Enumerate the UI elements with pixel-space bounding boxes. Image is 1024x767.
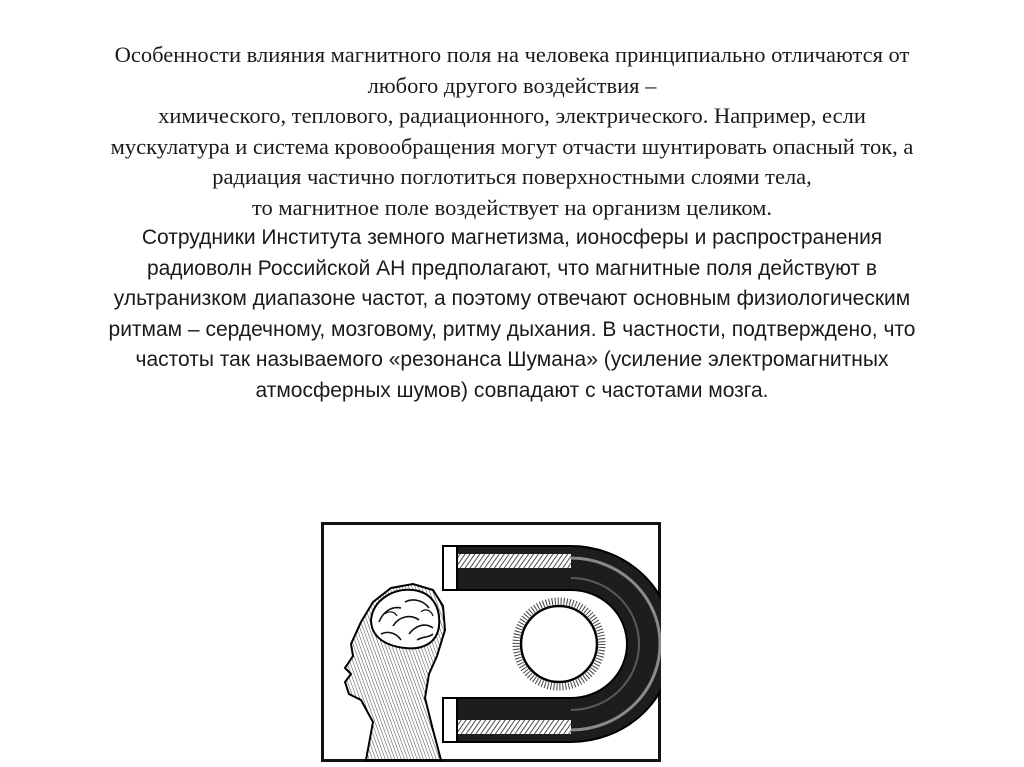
text-line: мускулатура и система кровообращения могут отчасти шунтировать опасный ток, а bbox=[110, 133, 914, 159]
text-line: химического, теплового, радиационного, электрического. Например, если bbox=[158, 103, 866, 128]
paragraph-magnetic-field-effects bbox=[20, 40, 1004, 223]
text-line: Сотрудники Института земного магнетизма, ионосферы и распространения bbox=[141, 226, 883, 249]
text-line: частоты так называемого «резонанса Шумана» (усиление электромагнитных bbox=[135, 348, 889, 372]
plus-sign: + bbox=[443, 546, 457, 565]
text-line: радиоволн Российской АН предполагают, что магнитные поля действуют в bbox=[146, 256, 878, 280]
text-line: радиация частично поглотиться поверхностными слоями тела, bbox=[212, 164, 812, 189]
paragraph-institute-research bbox=[20, 223, 1004, 407]
head-magnet-illustration bbox=[321, 522, 661, 762]
text-line: то магнитное поле воздействует на организм целиком. bbox=[251, 194, 773, 220]
slide-text bbox=[20, 40, 1004, 407]
text-line: Особенности влияния магнитного поля на человека принципиально отличаются от bbox=[114, 42, 910, 67]
text-line: ультранизком диапазоне частот, а поэтому отвечают основным физиологическим bbox=[113, 287, 911, 311]
text-line: ритмам – сердечному, мозговому, ритму дыхания. В частности, подтверждено, что bbox=[108, 317, 916, 341]
text-line: атмосферных шумов) совпадают с частотами мозга. bbox=[255, 378, 769, 402]
text-line: любого другого воздействия – bbox=[367, 72, 657, 98]
